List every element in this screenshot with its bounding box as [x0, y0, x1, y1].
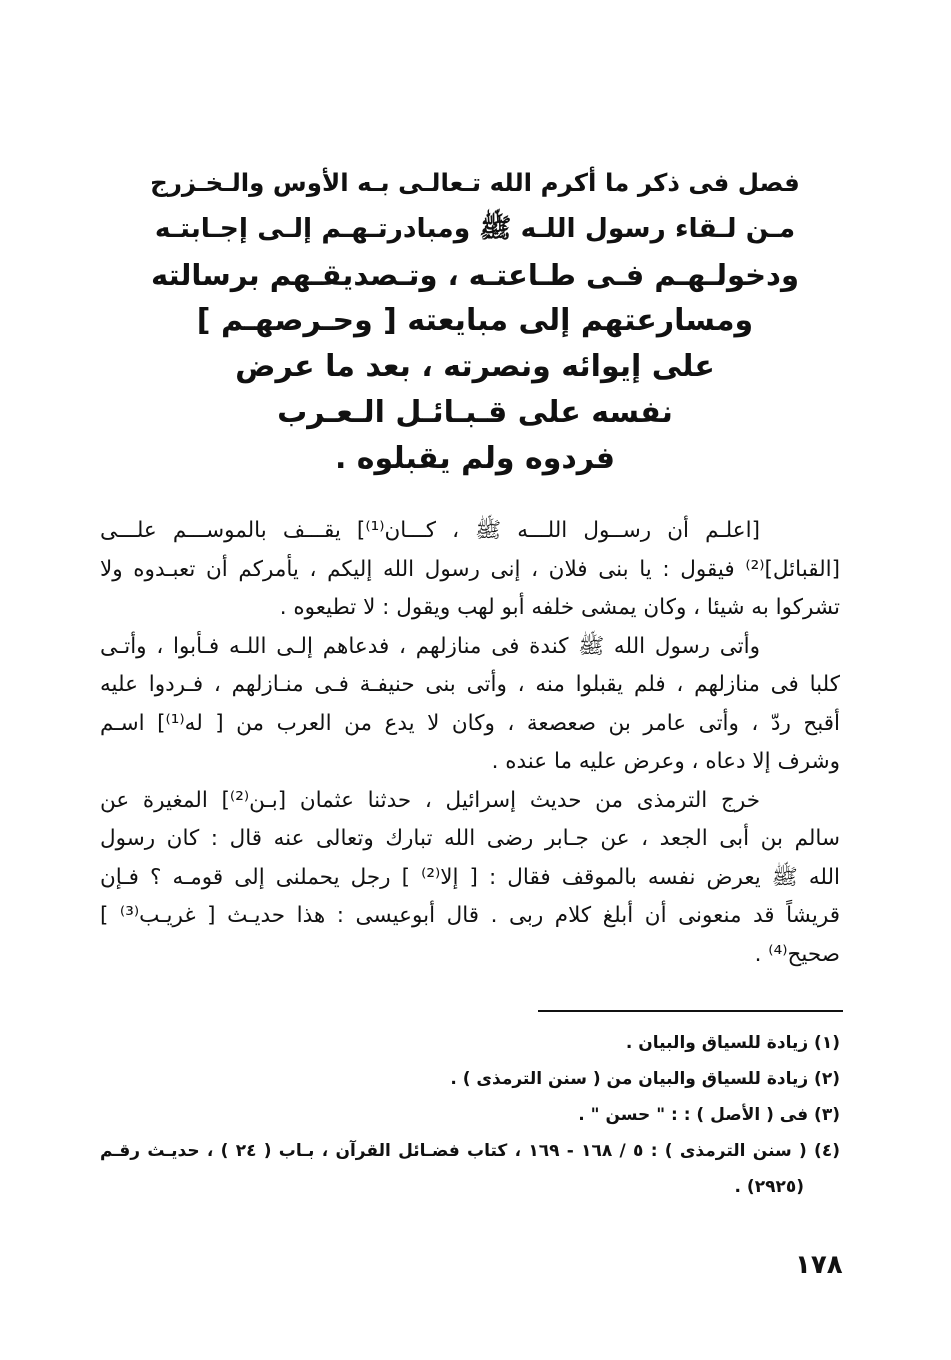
- body-text: [100, 512, 840, 974]
- paragraph: [100, 512, 840, 628]
- text-line: الله ﷺ يعرض نفسه بالموقف فقال : [ إلا⁽²⁾ ] رجل يحملنى إلى قومـه ؟ فـإن: [100, 864, 840, 890]
- paragraph: [100, 782, 840, 975]
- page-number: ١٧٨: [795, 1250, 843, 1280]
- heading-line: مـن لـقاء رسول اللـه ﷺ ومبادرتـهـم إلـى إجـابتـه: [154, 213, 796, 244]
- footnote-continuation: (٢٩٢٥) .: [734, 1177, 804, 1197]
- footnote: (٢) زيادة للسياق والبيان من ( سنن الترمذى ) .: [450, 1069, 840, 1089]
- text-line: قريشاً قد منعونى أن أبلغ كلام ربى . قال أبوعيسى : هذا حديـث [ غريـب⁽³⁾ ]: [100, 903, 840, 928]
- heading-line: فردوه ولم يقبلوه .: [334, 441, 616, 476]
- text-line: وأتى رسول الله ﷺ كندة فى منازلهم ، فدعاهم إلـى اللـه فـأبوا ، وأتـى: [100, 633, 760, 659]
- text-line: كلبا فى منازلهم ، فلم يقبلوا منه ، وأتى بنى حنيفـة فـى منـازلهم ، فـردوا عليه: [100, 672, 840, 697]
- text-line: أقبح ردّ ، وأتى عامر بن صعصعة ، وكان لا يدع من العرب من [ له⁽¹⁾] اسـم: [100, 710, 840, 736]
- heading-line: فصل فى ذكر ما أكرم الله تـعالـى بـه الأوس والـخـزرج: [150, 168, 800, 197]
- footnote: (٤) ( سنن الترمذى ) : ٥ / ١٦٨ - ١٦٩ ، كتاب فضـائل القرآن ، بـاب ( ٢٤ ) ، حديـث رقـم: [100, 1141, 840, 1161]
- text-line: [القبائل]⁽²⁾ فيقول : يا بنى فلان ، إنى رسول الله إليكم ، يأمركم أن تعبـدوه ولا: [100, 556, 840, 582]
- text-line: صحيح⁽⁴⁾ .: [754, 941, 840, 967]
- footnote: (٣) فى ( الأصل ) : : " حسن " .: [578, 1105, 840, 1125]
- text-line: سالم بن أبى الجعد ، عن جـابر رضى الله تبارك وتعالى عنه قال : كان رسول: [100, 826, 840, 851]
- heading-line: نفسه على قـبـائـل الـعـرب: [277, 395, 673, 430]
- heading-line: ودخولـهـم فـى طـاعتـه ، وتـصديقـهم برسالته: [151, 258, 799, 292]
- text-line: خرج الترمذى من حديث إسرائيل ، حدثنا عثمان [بـن⁽²⁾] المغيرة عن: [100, 787, 760, 813]
- footnote-separator: [538, 1010, 843, 1012]
- heading-line: على إيوائه ونصرته ، بعد ما عرض: [235, 349, 715, 384]
- text-line: وشرف إلا دعاه ، وعرض عليه ما عنده .: [491, 749, 840, 774]
- text-line: [اعلـم أن رســول اللـــه ﷺ ، كـــان⁽¹⁾] يقـــف بالموســـم علـــى: [100, 518, 760, 543]
- chapter-heading: [150, 160, 800, 482]
- footnotes: [100, 1025, 840, 1205]
- text-line: تشركوا به شيئا ، وكان يمشى خلفه أبو لهب ويقول : لا تطيعوه .: [279, 595, 840, 620]
- paragraph: [100, 628, 840, 782]
- footnote: (١) زيادة للسياق والبيان .: [625, 1033, 840, 1053]
- heading-line: ومسارعتهم إلى مبايعته [ وحـرصهـم ]: [196, 303, 754, 338]
